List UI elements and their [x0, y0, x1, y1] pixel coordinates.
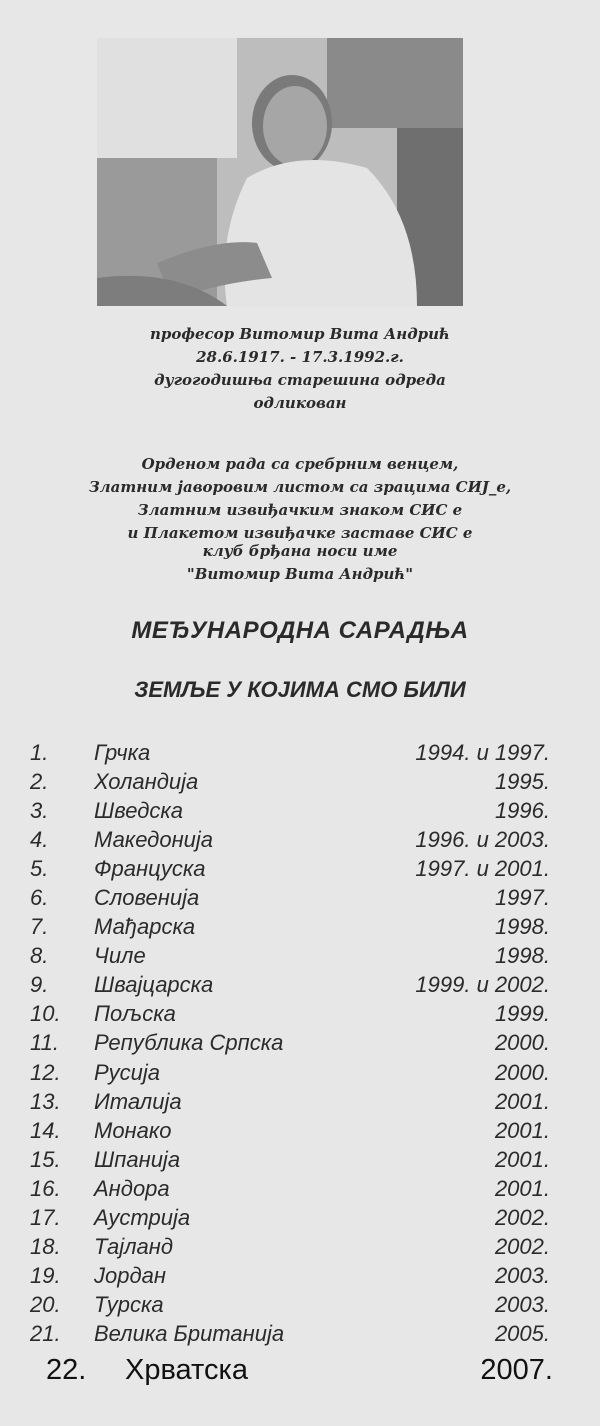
- main-heading: МЕЂУНАРОДНА САРАДЊА: [131, 617, 469, 644]
- club-line: клуб брђана носи име: [202, 542, 398, 560]
- list-item: [30, 912, 550, 941]
- portrait-photo: [97, 38, 463, 306]
- item-number: 5.: [30, 856, 49, 882]
- list-item: [30, 767, 550, 796]
- visit-years: 2000.: [494, 1059, 550, 1085]
- country-name: Француска: [94, 856, 206, 882]
- list-item: [30, 825, 550, 854]
- list-item: [30, 1203, 550, 1232]
- visit-years: 2001.: [494, 1088, 550, 1114]
- country-name: Словенија: [94, 885, 200, 911]
- memorial-header: [60, 323, 540, 415]
- visit-years: 2003.: [494, 1291, 550, 1317]
- memorial-awards: [60, 453, 540, 545]
- list-item: [30, 1232, 550, 1261]
- list-item: [30, 970, 550, 999]
- memorial-awarded: одликован: [253, 394, 347, 412]
- list-item: [30, 1174, 550, 1203]
- country-name: Шведска: [94, 798, 184, 824]
- item-number: 6.: [30, 885, 49, 911]
- item-number: 16.: [30, 1175, 61, 1201]
- item-number: 1.: [30, 740, 49, 765]
- visit-years: 2002.: [494, 1233, 550, 1259]
- visit-years: 1998.: [494, 943, 550, 969]
- item-number: 8.: [30, 943, 49, 969]
- list-item: [30, 941, 550, 970]
- item-number: 2.: [30, 769, 49, 795]
- memorial-dates: 28.6.1917. - 17.3.1992.г.: [196, 348, 404, 366]
- item-number: 22.: [46, 1353, 87, 1386]
- visit-years: 1997. и 2001.: [415, 856, 550, 882]
- visit-years: 1994. и 1997.: [415, 740, 550, 765]
- visit-years: 1997.: [494, 885, 550, 911]
- visit-years: 1999.: [494, 1001, 550, 1027]
- item-number: 20.: [30, 1291, 61, 1317]
- country-name: Швајцарска: [94, 972, 214, 998]
- country-name: Шпанија: [94, 1146, 181, 1172]
- country-name: Чиле: [94, 943, 146, 969]
- list-item: [30, 796, 550, 825]
- countries-list: [30, 738, 553, 1390]
- item-number: 3.: [30, 798, 49, 824]
- visit-years: 2003.: [494, 1262, 550, 1288]
- country-name: Јордан: [94, 1262, 166, 1288]
- country-name: Тајланд: [94, 1233, 173, 1259]
- visit-years: 1996. и 2003.: [415, 827, 550, 853]
- item-number: 19.: [30, 1262, 61, 1288]
- item-number: 4.: [30, 827, 49, 853]
- visit-years: 2007.: [480, 1353, 553, 1386]
- country-name: Република Српска: [94, 1030, 284, 1056]
- list-item: [30, 1319, 550, 1348]
- item-number: 13.: [30, 1088, 61, 1114]
- country-name: Андора: [94, 1175, 170, 1201]
- list-item: [30, 854, 550, 883]
- country-name: Велика Британија: [94, 1320, 285, 1346]
- country-name: Монако: [94, 1117, 172, 1143]
- item-number: 15.: [30, 1146, 61, 1172]
- country-name: Грчка: [94, 740, 151, 765]
- list-item: [30, 999, 550, 1028]
- country-name: Мађарска: [94, 914, 196, 940]
- visit-years: 2001.: [494, 1117, 550, 1143]
- award-line: Орденом рада са сребрним венцем,: [141, 455, 459, 473]
- item-number: 21.: [30, 1320, 61, 1346]
- visit-years: 2001.: [494, 1175, 550, 1201]
- country-name: Русија: [94, 1059, 161, 1085]
- sub-heading: ЗЕМЉЕ У КОЈИМА СМО БИЛИ: [134, 677, 466, 702]
- item-number: 9.: [30, 972, 49, 998]
- country-name: Холандија: [94, 769, 199, 795]
- list-item: [30, 738, 550, 767]
- list-item: [30, 1028, 550, 1057]
- list-item: [30, 1116, 550, 1145]
- visit-years: 2001.: [494, 1146, 550, 1172]
- list-item: [30, 1290, 550, 1319]
- country-name: Италија: [94, 1088, 182, 1114]
- award-line: и Плакетом извиђачке заставе СИС е: [127, 524, 473, 542]
- item-number: 12.: [30, 1059, 61, 1085]
- visit-years: 1998.: [494, 914, 550, 940]
- country-name: Хрватска: [125, 1353, 248, 1386]
- item-number: 18.: [30, 1233, 61, 1259]
- country-name: Турска: [94, 1291, 164, 1317]
- country-name: Пољска: [94, 1001, 176, 1027]
- visit-years: 1995.: [494, 769, 550, 795]
- memorial-name: професор Витомир Вита Андрић: [150, 325, 450, 343]
- memorial-role: дугогодишња старешина одреда: [154, 371, 446, 389]
- country-name: Македонија: [94, 827, 214, 853]
- club-dedication: [60, 540, 540, 586]
- item-number: 14.: [30, 1117, 61, 1143]
- visit-years: 2002.: [494, 1204, 550, 1230]
- list-item: [30, 1058, 550, 1087]
- portrait-photo-image: [97, 38, 463, 306]
- item-number: 11.: [30, 1030, 59, 1056]
- list-item: [30, 883, 550, 912]
- item-number: 10.: [30, 1001, 61, 1027]
- item-number: 17.: [30, 1204, 61, 1230]
- visit-years: 1999. и 2002.: [415, 972, 550, 998]
- item-number: 7.: [30, 914, 49, 940]
- list-item: [30, 1261, 550, 1290]
- list-item: [30, 1087, 550, 1116]
- visit-years: 2000.: [494, 1030, 550, 1056]
- visit-years: 2005.: [494, 1320, 550, 1346]
- club-name: "Витомир Вита Андрић": [186, 565, 414, 583]
- visit-years: 1996.: [494, 798, 550, 824]
- award-line: Златним извиђачким знаком СИС е: [137, 501, 463, 519]
- country-name: Аустрија: [94, 1204, 191, 1230]
- award-line: Златним јаворовим листом са зрацима СИЈ_е,: [88, 478, 512, 496]
- list-item: [30, 1145, 550, 1174]
- list-item: [30, 1350, 553, 1390]
